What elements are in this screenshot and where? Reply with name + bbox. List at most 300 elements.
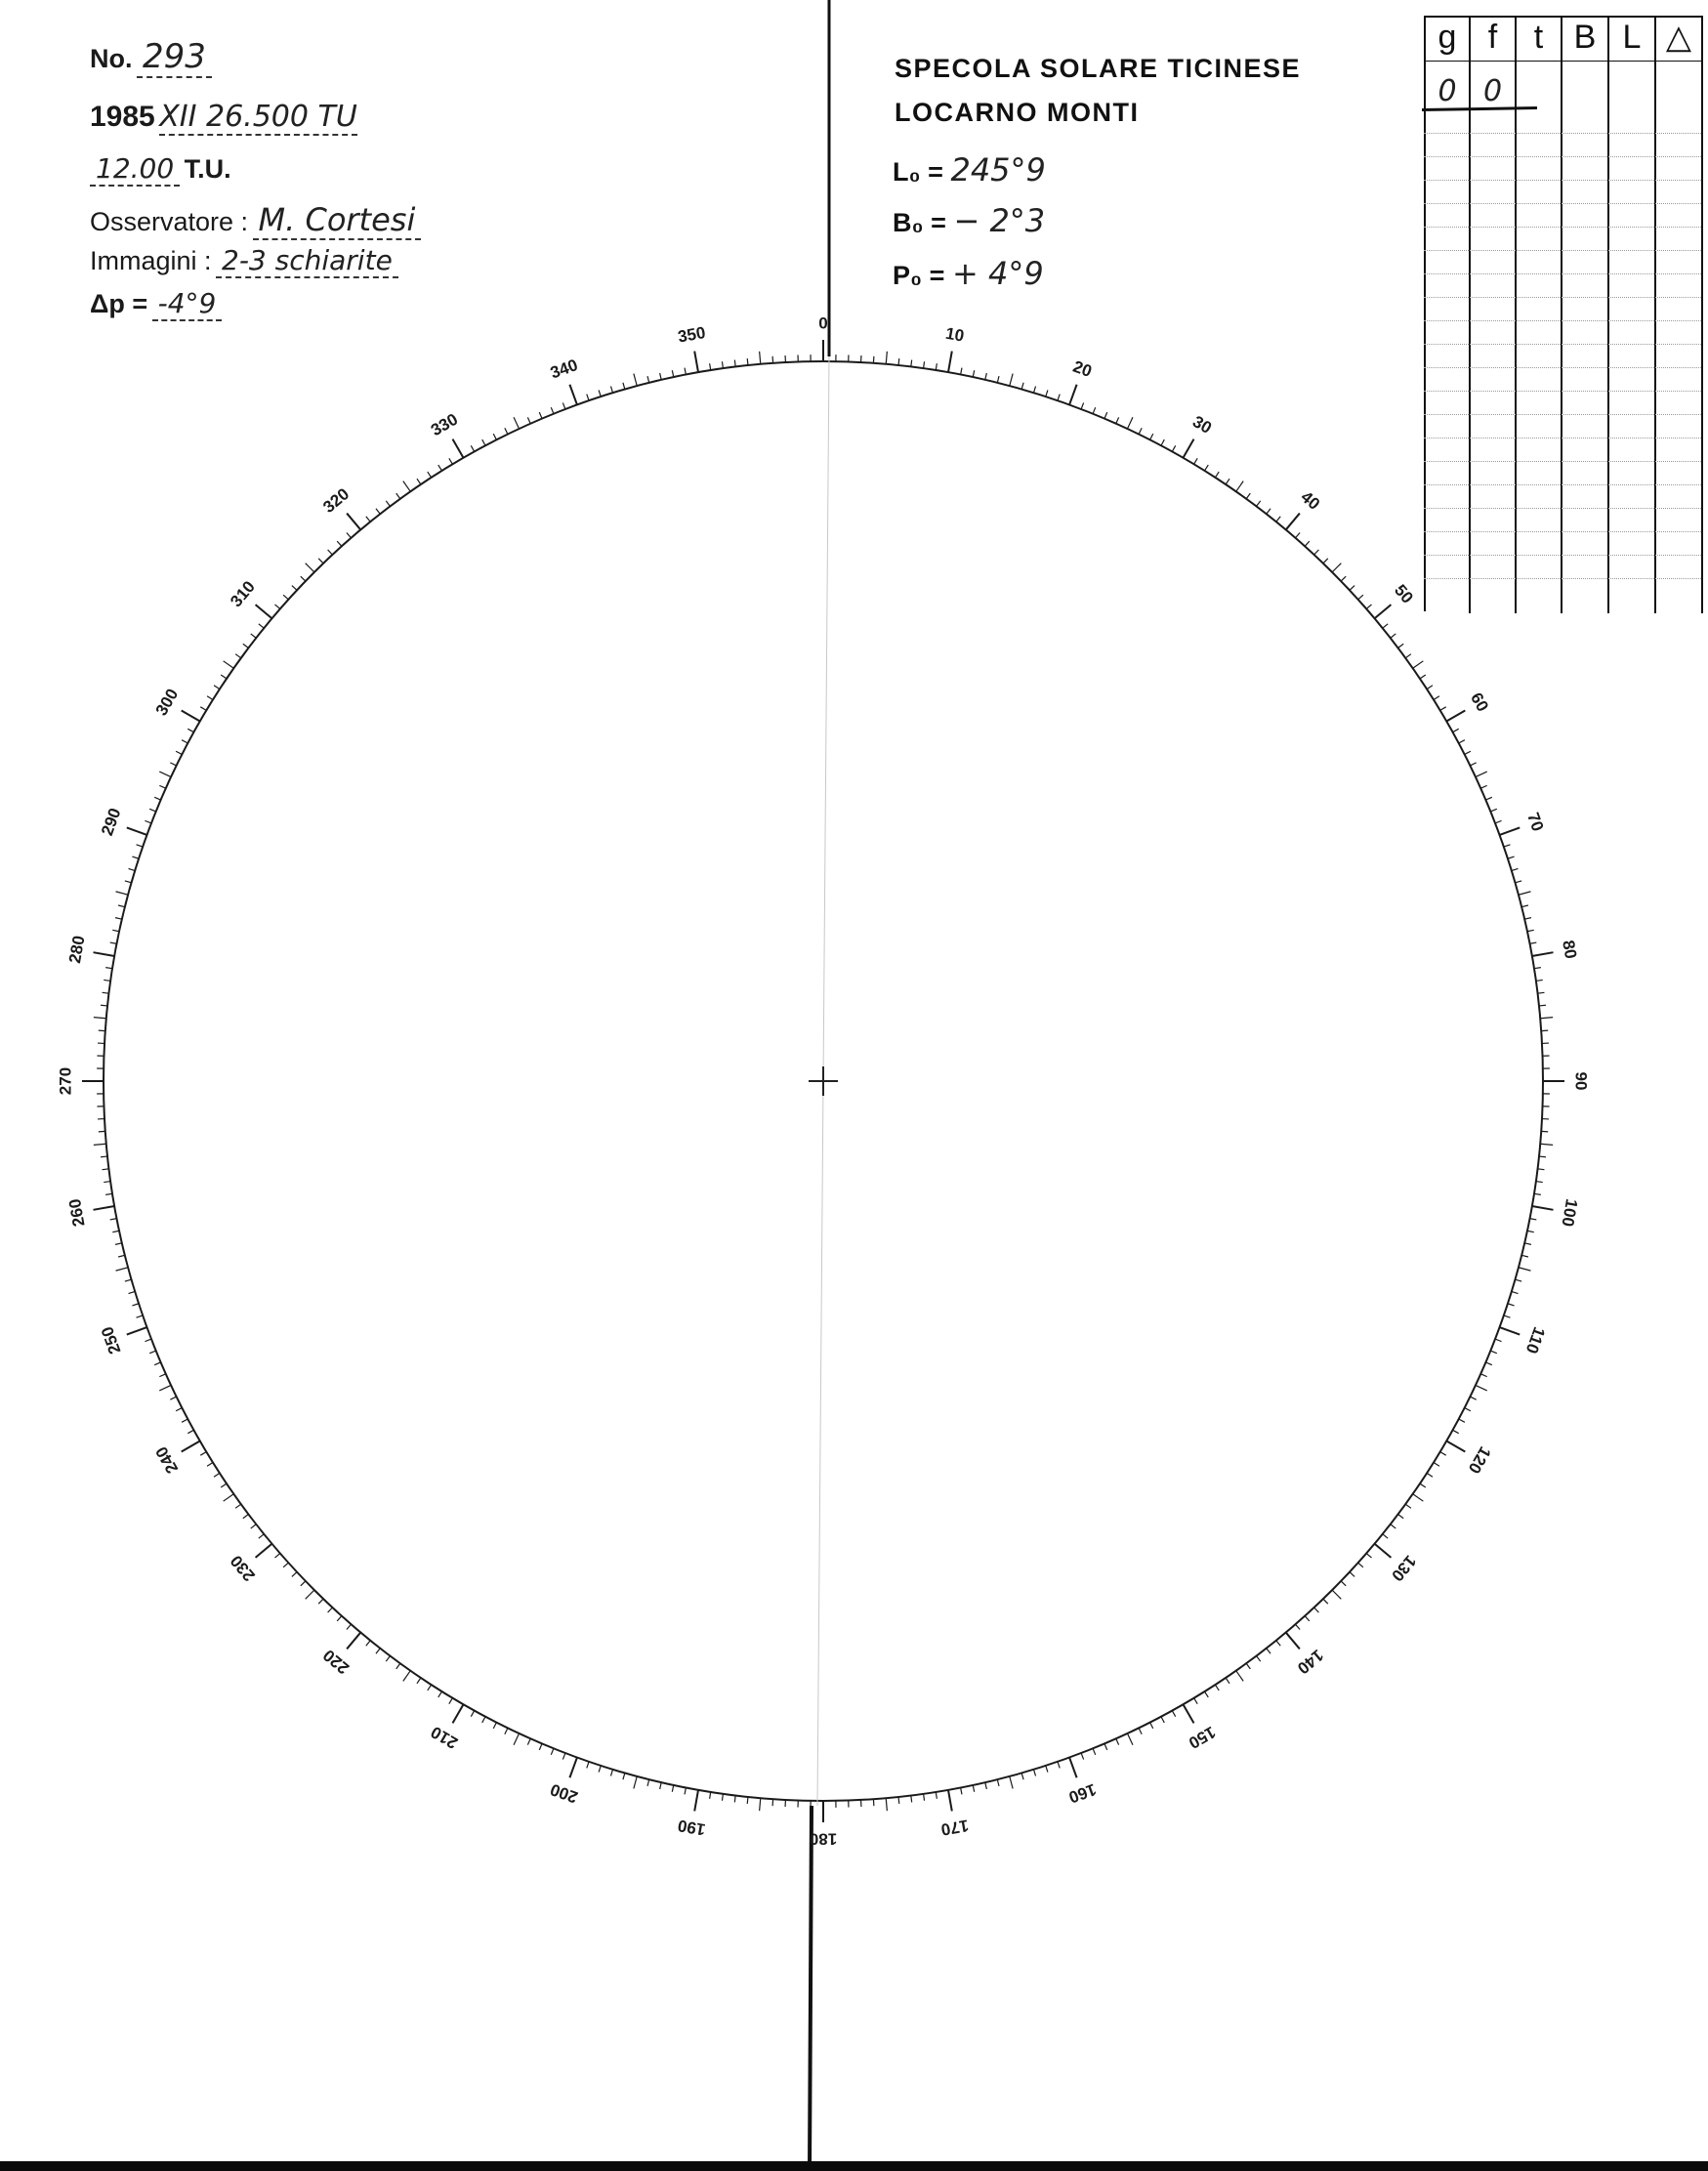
degree-tick: [1021, 383, 1023, 390]
degree-tick: [1172, 445, 1175, 451]
degree-tick: [403, 481, 410, 492]
degree-tick: [1398, 1515, 1404, 1519]
degree-tick: [328, 1607, 333, 1612]
degree-tick: [176, 1408, 182, 1411]
degree-tick: [127, 827, 147, 835]
degree-tick: [170, 1397, 176, 1399]
degree-tick: [1296, 1624, 1301, 1629]
degree-tick: [137, 1315, 144, 1317]
L0-label: L₀ =: [893, 157, 943, 187]
degree-tick: [214, 686, 220, 689]
degree-tick: [243, 644, 249, 647]
degree-tick: [1010, 374, 1013, 387]
degree-tick: [1476, 772, 1487, 776]
degree-tick: [551, 1748, 554, 1754]
degree-tick: [1524, 1243, 1531, 1245]
degree-tick: [1215, 472, 1219, 478]
degree-tick: [283, 595, 288, 600]
degree-tick: [1521, 1255, 1528, 1257]
degree-tick: [145, 1339, 151, 1342]
degree-tick: [292, 586, 297, 591]
degree-tick: [948, 352, 952, 373]
degree-tick: [1453, 729, 1459, 731]
degree-tick: [347, 532, 352, 537]
degree-tick: [1446, 711, 1465, 722]
degree-tick: [1515, 1279, 1521, 1281]
degree-tick: [428, 472, 432, 478]
degree-tick: [127, 1327, 147, 1335]
degree-tick: [1314, 550, 1319, 555]
degree-tick: [1341, 576, 1346, 581]
degree-tick: [672, 370, 673, 377]
degree-tick: [1440, 1452, 1446, 1456]
degree-tick: [243, 1515, 249, 1519]
degree-tick: [898, 1797, 899, 1804]
degree-tick: [527, 1738, 530, 1744]
degree-label-120: 120: [1464, 1442, 1495, 1478]
degree-tick: [428, 1685, 432, 1691]
degree-tick: [1495, 820, 1502, 823]
table-header-cell: L: [1622, 19, 1642, 56]
degree-tick: [924, 1794, 925, 1801]
time-value: 12.00: [90, 152, 180, 187]
degree-tick: [182, 740, 187, 743]
degree-tick: [1459, 1419, 1465, 1422]
degree-tick: [159, 1385, 171, 1390]
degree-tick: [145, 820, 151, 823]
degree-tick: [1532, 1206, 1554, 1210]
degree-tick: [911, 1796, 912, 1803]
degree-tick: [623, 383, 625, 390]
degree-tick: [1512, 868, 1519, 870]
degree-tick: [115, 918, 122, 920]
degree-tick: [1350, 1572, 1354, 1577]
degree-label-100: 100: [1558, 1197, 1582, 1229]
degree-tick: [1069, 385, 1077, 405]
degree-tick: [1500, 1327, 1521, 1335]
degree-tick: [129, 868, 136, 870]
degree-tick: [948, 1790, 952, 1812]
degree-tick: [1539, 1156, 1546, 1157]
degree-tick: [1485, 1362, 1491, 1365]
degree-tick: [1391, 1524, 1396, 1528]
degree-tick: [505, 428, 508, 434]
degree-tick: [747, 358, 748, 365]
degree-tick: [366, 1641, 370, 1646]
degree-tick: [256, 1544, 272, 1558]
P0-value: + 4°9: [951, 255, 1044, 292]
degree-tick: [1453, 1430, 1459, 1433]
degree-tick: [647, 376, 649, 383]
degree-tick: [1194, 1698, 1198, 1704]
degree-tick: [997, 1779, 999, 1786]
degree-tick: [569, 1758, 577, 1778]
degree-tick: [115, 1243, 122, 1245]
degree-tick: [159, 785, 165, 788]
degree-tick: [1539, 1005, 1546, 1006]
degree-tick: [1081, 1753, 1084, 1760]
degree-tick: [1104, 1743, 1107, 1749]
degree-tick: [1246, 1663, 1250, 1669]
degree-tick: [1069, 1758, 1077, 1778]
degree-tick: [125, 1279, 132, 1281]
degree-tick: [734, 1796, 735, 1803]
degree-tick: [760, 352, 761, 364]
degree-tick: [886, 352, 887, 364]
degree-tick: [1332, 564, 1341, 572]
degree-tick: [1296, 532, 1301, 537]
degree-tick: [274, 1554, 279, 1559]
degree-label-0: 0: [818, 313, 828, 333]
degree-tick: [551, 407, 554, 413]
degree-tick: [1033, 1770, 1035, 1776]
degree-tick: [936, 1792, 937, 1799]
degree-label-320: 320: [319, 484, 354, 517]
degree-tick: [599, 390, 601, 397]
degree-tick: [129, 1291, 136, 1293]
degree-tick: [1150, 434, 1153, 439]
degree-tick: [306, 1590, 314, 1599]
degree-tick: [1286, 1633, 1300, 1649]
degree-tick: [137, 845, 144, 847]
degree-tick: [514, 417, 519, 429]
degree-tick: [256, 605, 272, 618]
degree-tick: [1358, 1563, 1363, 1567]
degree-tick: [660, 1782, 662, 1789]
degree-tick: [132, 1304, 139, 1306]
degree-tick: [886, 1798, 887, 1811]
degree-tick: [493, 1723, 496, 1729]
degree-tick: [1398, 644, 1404, 647]
degree-tick: [176, 751, 182, 754]
degree-tick: [1420, 675, 1426, 679]
degree-label-190: 190: [676, 1816, 707, 1840]
degree-tick: [110, 1219, 117, 1220]
degree-tick: [1391, 634, 1396, 638]
degree-tick: [1465, 751, 1471, 754]
degree-tick: [1215, 1685, 1219, 1691]
degree-tick: [471, 445, 474, 451]
degree-tick: [647, 1779, 649, 1786]
degree-tick: [1081, 402, 1084, 409]
degree-label-160: 160: [1065, 1779, 1099, 1807]
degree-tick: [1276, 517, 1280, 522]
degree-tick: [259, 1534, 264, 1538]
degree-tick: [187, 729, 193, 731]
observer-value: M. Cortesi: [253, 201, 422, 240]
degree-tick: [1490, 1351, 1496, 1354]
degree-tick: [1465, 1408, 1471, 1411]
bottom-axis-line: [810, 1806, 812, 2171]
degree-label-80: 80: [1559, 939, 1581, 961]
degree-tick: [1540, 1144, 1553, 1145]
degree-label-50: 50: [1391, 580, 1417, 607]
degree-tick: [1480, 1374, 1486, 1377]
degree-tick: [1332, 1590, 1341, 1599]
degree-tick: [154, 1362, 160, 1365]
degree-tick: [118, 1255, 125, 1257]
degree-tick: [337, 1616, 342, 1621]
degree-label-300: 300: [151, 685, 183, 720]
degree-tick: [1139, 1728, 1142, 1733]
degree-label-260: 260: [64, 1197, 89, 1229]
degree-tick: [1515, 881, 1521, 883]
degree-tick: [1323, 1599, 1328, 1604]
degree-tick: [1480, 785, 1486, 788]
degree-tick: [587, 395, 589, 401]
degree-label-60: 60: [1467, 689, 1493, 715]
degree-label-350: 350: [676, 322, 707, 347]
degree-tick: [301, 576, 306, 581]
degree-label-20: 20: [1070, 356, 1095, 381]
degree-tick: [1246, 493, 1250, 499]
degree-tick: [1532, 952, 1554, 956]
degree-tick: [634, 374, 637, 387]
degree-label-290: 290: [98, 806, 125, 839]
degree-tick: [911, 360, 912, 367]
degree-tick: [694, 352, 698, 373]
degree-tick: [1116, 417, 1119, 423]
degree-tick: [1257, 1656, 1261, 1662]
degree-tick: [514, 1733, 519, 1745]
degree-tick: [1150, 1723, 1153, 1729]
degree-tick: [187, 1430, 193, 1433]
degree-tick: [694, 1790, 698, 1812]
degree-tick: [103, 992, 109, 993]
degree-tick: [224, 1494, 234, 1501]
degree-tick: [1236, 1671, 1243, 1682]
degree-tick: [710, 363, 711, 370]
degree-label-70: 70: [1523, 810, 1548, 834]
degree-tick: [116, 1268, 129, 1271]
degree-tick: [1534, 1193, 1541, 1194]
degree-tick: [449, 458, 453, 464]
degree-tick: [1470, 763, 1476, 766]
degree-tick: [1434, 696, 1439, 700]
degree-tick: [1093, 1748, 1096, 1754]
degree-tick: [200, 707, 206, 711]
degree-tick: [1323, 559, 1328, 564]
degree-tick: [1161, 439, 1164, 445]
degree-tick: [1226, 479, 1229, 484]
degree-tick: [1286, 514, 1300, 530]
degree-tick: [1504, 845, 1511, 847]
degree-tick: [1508, 1304, 1515, 1306]
degree-tick: [1375, 605, 1392, 618]
degree-tick: [251, 634, 257, 638]
degree-tick: [1508, 856, 1515, 858]
degree-tick: [449, 1698, 453, 1704]
degree-tick: [149, 809, 155, 812]
degree-tick: [283, 1563, 288, 1567]
degree-tick: [1366, 1554, 1371, 1559]
degree-tick: [482, 1717, 485, 1723]
degree-tick: [1536, 1182, 1543, 1183]
degree-tick: [1500, 827, 1521, 835]
degree-tick: [159, 1374, 165, 1377]
degree-tick: [1046, 1766, 1048, 1773]
degree-tick: [1427, 686, 1433, 689]
degree-tick: [1405, 1504, 1411, 1508]
degree-tick: [1184, 439, 1194, 458]
degree-tick: [112, 930, 119, 931]
degree-tick: [366, 517, 370, 522]
degree-tick: [396, 493, 400, 499]
degree-tick: [1033, 387, 1035, 394]
degree-tick: [376, 1649, 380, 1654]
degree-tick: [997, 376, 999, 383]
degree-tick: [710, 1792, 711, 1799]
degree-tick: [1538, 992, 1545, 993]
scan-bottom-edge: [0, 2161, 1708, 2171]
degree-tick: [182, 1441, 200, 1452]
degree-tick: [1276, 1641, 1280, 1646]
degree-tick: [1519, 892, 1531, 895]
degree-tick: [112, 1231, 119, 1232]
degree-tick: [1058, 395, 1060, 401]
degree-tick: [1529, 942, 1536, 943]
degree-tick: [1358, 595, 1363, 600]
degree-tick: [101, 1005, 107, 1006]
degree-tick: [1021, 1773, 1023, 1779]
degree-tick: [149, 1351, 155, 1354]
degree-tick: [386, 501, 390, 507]
degree-tick: [1459, 740, 1465, 743]
degree-tick: [110, 942, 117, 943]
degree-label-220: 220: [319, 1646, 354, 1678]
degree-tick: [200, 1452, 206, 1456]
degree-tick: [562, 1753, 565, 1760]
degree-tick: [453, 1704, 464, 1723]
degree-tick: [337, 541, 342, 546]
degree-tick: [1420, 1483, 1426, 1487]
degree-tick: [453, 439, 464, 458]
degree-tick: [1540, 1018, 1553, 1019]
degree-tick: [105, 968, 112, 969]
degree-label-280: 280: [64, 934, 89, 965]
degree-tick: [154, 797, 160, 800]
degree-tick: [985, 1782, 987, 1789]
degree-tick: [438, 1691, 442, 1697]
degree-tick: [610, 387, 612, 394]
degree-tick: [569, 385, 577, 405]
degree-tick: [634, 1776, 637, 1789]
degree-tick: [1413, 1494, 1424, 1501]
degree-label-10: 10: [943, 323, 966, 346]
degree-tick: [505, 1728, 508, 1733]
degree-tick: [1527, 1231, 1534, 1232]
degree-tick: [104, 980, 110, 981]
degree-tick: [539, 1743, 542, 1749]
degree-tick: [328, 550, 333, 555]
degree-tick: [105, 1193, 112, 1194]
dp-label: Δp =: [90, 289, 148, 318]
degree-label-230: 230: [227, 1551, 259, 1585]
degree-tick: [1413, 661, 1424, 668]
degree-tick: [1205, 465, 1209, 471]
degree-tick: [101, 1156, 107, 1157]
degree-tick: [103, 1169, 109, 1170]
degree-tick: [599, 1766, 601, 1773]
degree-tick: [132, 856, 139, 858]
degree-tick: [685, 1787, 686, 1794]
degree-tick: [1350, 586, 1354, 591]
degree-label-200: 200: [548, 1779, 581, 1807]
degree-tick: [961, 1787, 962, 1794]
dp-value: -4°9: [152, 287, 223, 321]
degree-tick: [587, 1762, 589, 1769]
observatory-line-1: SPECOLA SOLARE TICINESE: [895, 54, 1302, 83]
degree-tick: [1127, 417, 1132, 429]
degree-tick: [118, 905, 125, 907]
degree-tick: [527, 417, 530, 423]
degree-label-140: 140: [1293, 1646, 1327, 1678]
degree-label-240: 240: [151, 1442, 183, 1478]
degree-tick: [1536, 980, 1543, 981]
degree-tick: [1127, 1733, 1132, 1745]
degree-tick: [1366, 605, 1371, 609]
degree-label-110: 110: [1521, 1324, 1549, 1357]
degree-tick: [1058, 1762, 1060, 1769]
degree-tick: [1375, 1544, 1392, 1558]
degree-tick: [235, 1504, 241, 1508]
degree-tick: [1427, 1473, 1433, 1477]
date-year: 1985: [90, 101, 155, 133]
degree-tick: [1495, 1339, 1502, 1342]
degree-tick: [347, 1624, 352, 1629]
degree-tick: [403, 1671, 410, 1682]
degree-tick: [1305, 541, 1310, 546]
table-header-cell: B: [1573, 19, 1597, 56]
degree-tick: [318, 1599, 323, 1604]
degree-tick: [182, 1419, 187, 1422]
degree-tick: [1139, 428, 1142, 434]
degree-tick: [1184, 1704, 1194, 1723]
time-label: T.U.: [184, 154, 231, 184]
degree-label-180: 180: [809, 1829, 838, 1849]
degree-tick: [973, 1785, 974, 1792]
P0-label: P₀ =: [893, 261, 945, 290]
degree-tick: [1305, 1616, 1310, 1621]
degree-tick: [936, 363, 937, 370]
images-label: Immagini :: [90, 246, 212, 275]
degree-tick: [1521, 905, 1528, 907]
degree-tick: [1538, 1169, 1545, 1170]
degree-tick: [1527, 930, 1534, 931]
degree-tick: [1529, 1219, 1536, 1220]
degree-tick: [1470, 1397, 1476, 1399]
degree-label-90: 90: [1571, 1071, 1591, 1091]
table-value-cell: 0: [1437, 74, 1457, 108]
degree-tick: [1490, 809, 1496, 812]
L0-value: 245°9: [950, 151, 1046, 188]
B0-label: B₀ =: [893, 208, 946, 237]
degree-tick: [562, 402, 565, 409]
degree-tick: [94, 1206, 115, 1210]
degree-tick: [1194, 458, 1198, 464]
degree-tick: [221, 675, 227, 679]
degree-label-150: 150: [1185, 1722, 1220, 1753]
degree-tick: [1519, 1268, 1531, 1271]
degree-tick: [104, 1182, 110, 1183]
degree-tick: [396, 1663, 400, 1669]
degree-tick: [1226, 1678, 1229, 1684]
degree-tick: [898, 358, 899, 365]
degree-tick: [1534, 968, 1541, 969]
degree-label-130: 130: [1388, 1551, 1420, 1585]
degree-tick: [318, 559, 323, 564]
degree-tick: [94, 952, 115, 956]
